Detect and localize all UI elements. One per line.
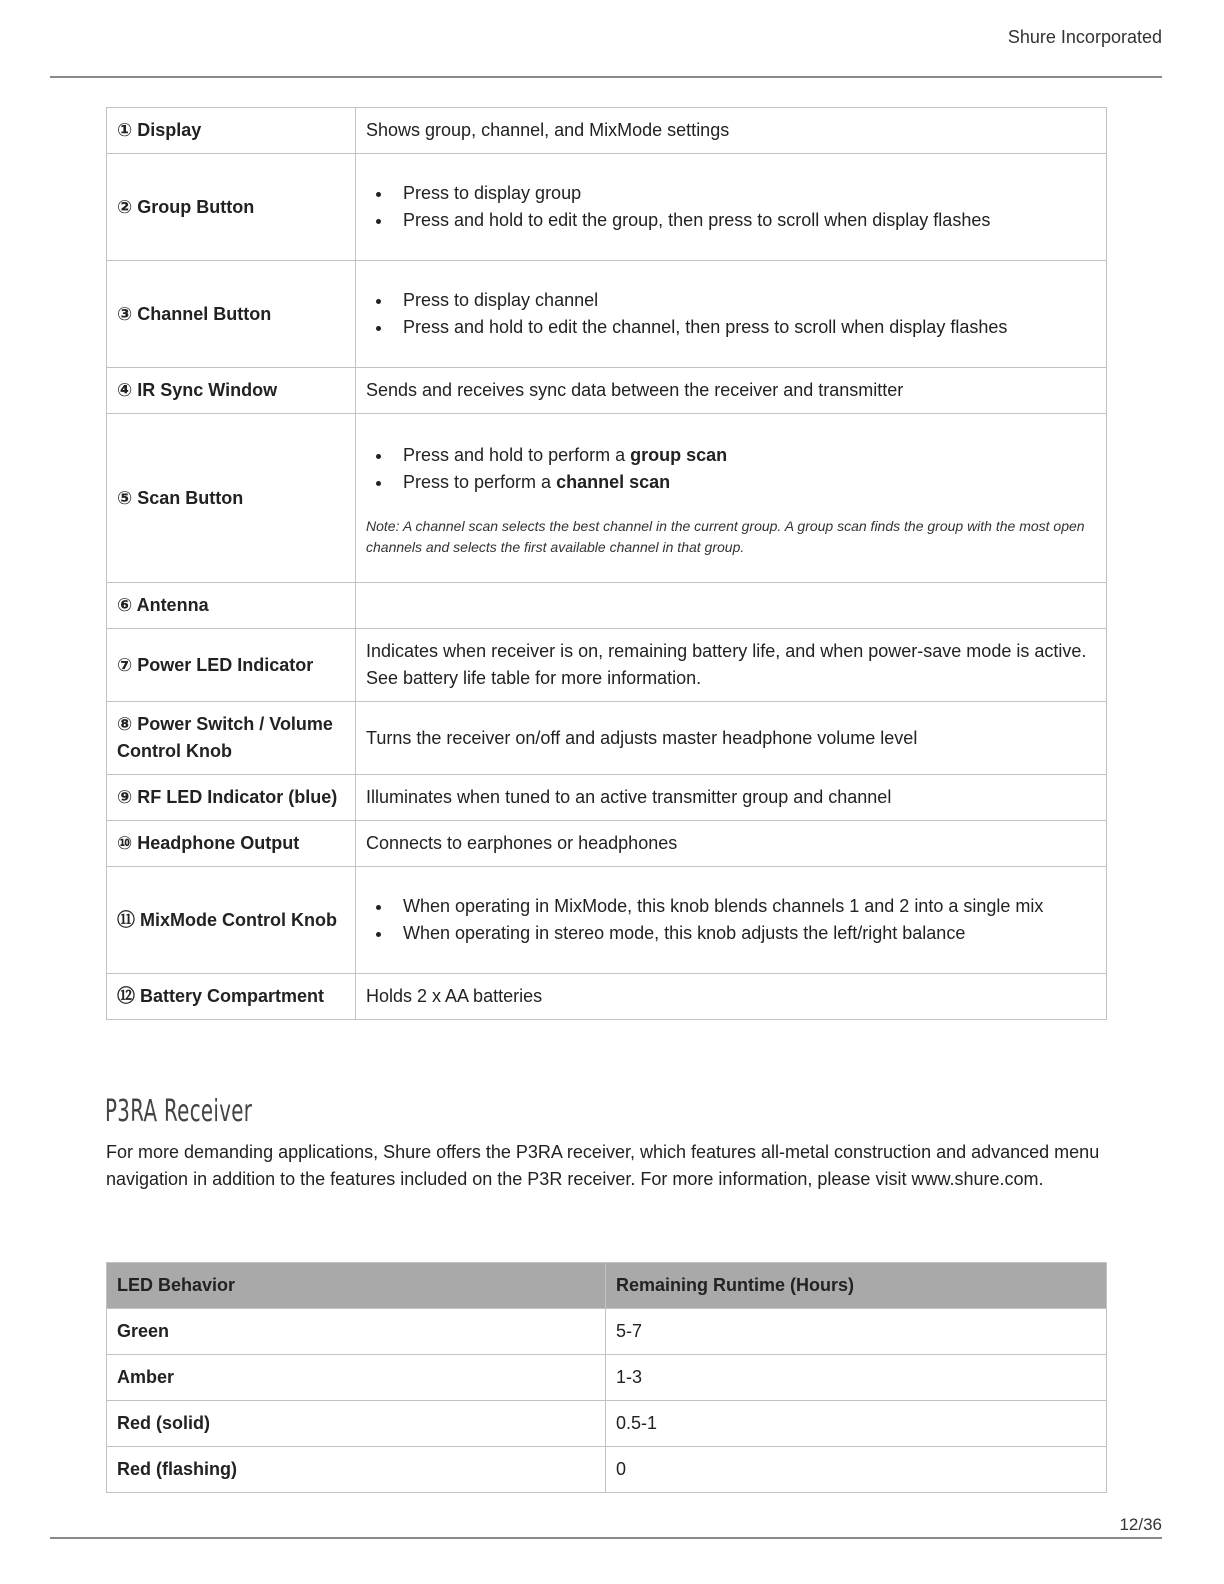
bullet-item <box>393 442 1096 469</box>
component-description: Sends and receives sync data between the receiver and transmitter <box>356 368 1107 414</box>
column-header: Remaining Runtime (Hours) <box>606 1263 1107 1309</box>
table-row <box>107 1355 1107 1401</box>
table-row <box>107 1309 1107 1355</box>
table-row <box>107 368 1107 414</box>
component-description <box>356 261 1107 368</box>
table-row <box>107 414 1107 583</box>
component-description: Indicates when receiver is on, remaining battery life, and when power-save mode is active. See battery life table for more information. <box>356 629 1107 702</box>
component-label: ① Display <box>107 108 356 154</box>
section-title: P3RA Receiver <box>105 1094 253 1129</box>
table-row <box>107 261 1107 368</box>
component-label: ⑦ Power LED Indicator <box>107 629 356 702</box>
bullet-list <box>366 893 1096 947</box>
section-body: For more demanding applications, Shure offers the P3RA receiver, which features all-metal construction and advanced menu navigation in addition to the features included on the P3R receiver. For more information, please visit www.shure.com. <box>106 1142 1100 1189</box>
component-description: Holds 2 x AA batteries <box>356 974 1107 1020</box>
component-description <box>356 867 1107 974</box>
bullet-item: • Press to display channel <box>393 287 1096 314</box>
table-row <box>107 1401 1107 1447</box>
bullet-item: • Press to display group <box>393 180 1096 207</box>
component-description <box>356 414 1107 583</box>
runtime-value: 5-7 <box>606 1309 1107 1355</box>
page-number: 12/36 <box>1119 1515 1162 1534</box>
led-behavior: Red (flashing) <box>107 1447 606 1493</box>
bullet-list <box>366 442 1096 496</box>
component-label: ⑥ Antenna <box>107 583 356 629</box>
table-row <box>107 974 1107 1020</box>
component-label: ⑪ MixMode Control Knob <box>107 867 356 974</box>
bullet-emphasis: channel scan <box>556 472 671 492</box>
runtime-value: 0.5-1 <box>606 1401 1107 1447</box>
bullet-item: • When operating in stereo mode, this knob adjusts the left/right balance <box>393 920 1096 947</box>
component-label: ⑧ Power Switch / Volume Control Knob <box>107 702 356 775</box>
bullet-item: • Press and hold to edit the channel, then press to scroll when display flashes <box>393 314 1096 341</box>
component-label: ⑨ RF LED Indicator (blue) <box>107 775 356 821</box>
bullet-text: Press and hold to perform a <box>403 445 631 465</box>
component-description <box>356 154 1107 261</box>
bullet-item <box>393 469 1096 496</box>
led-behavior: Green <box>107 1309 606 1355</box>
led-behavior: Red (solid) <box>107 1401 606 1447</box>
footer-rule <box>50 1537 1162 1539</box>
bullet-list <box>366 287 1096 341</box>
component-label: ⑫ Battery Compartment <box>107 974 356 1020</box>
components-table <box>106 107 1107 1020</box>
column-header: LED Behavior <box>107 1263 606 1309</box>
led-runtime-table <box>106 1262 1107 1493</box>
component-label: ③ Channel Button <box>107 261 356 368</box>
led-behavior: Amber <box>107 1355 606 1401</box>
component-description: Connects to earphones or headphones <box>356 821 1107 867</box>
table-row <box>107 821 1107 867</box>
runtime-value: 1-3 <box>606 1355 1107 1401</box>
component-description: Turns the receiver on/off and adjusts master headphone volume level <box>356 702 1107 775</box>
component-description: Illuminates when tuned to an active transmitter group and channel <box>356 775 1107 821</box>
component-label: ⑩ Headphone Output <box>107 821 356 867</box>
scan-note: Note: A channel scan selects the best channel in the current group. A group scan finds the group with the most open channels and selects the first available channel in that group. <box>366 518 1085 555</box>
component-label: ④ IR Sync Window <box>107 368 356 414</box>
component-description: Shows group, channel, and MixMode settings <box>356 108 1107 154</box>
runtime-value: 0 <box>606 1447 1107 1493</box>
table-row <box>107 629 1107 702</box>
table-header-row <box>107 1263 1107 1309</box>
table-row <box>107 108 1107 154</box>
bullet-emphasis: group scan <box>630 445 728 465</box>
bullet-item: • When operating in MixMode, this knob blends channels 1 and 2 into a single mix <box>393 893 1096 920</box>
table-row <box>107 867 1107 974</box>
bullet-item: • Press and hold to edit the group, then press to scroll when display flashes <box>393 207 1096 234</box>
table-row <box>107 702 1107 775</box>
bullet-text: Press to perform a <box>403 472 557 492</box>
header-company: Shure Incorporated <box>1007 27 1162 47</box>
component-label: ⑤ Scan Button <box>107 414 356 583</box>
table-row <box>107 154 1107 261</box>
header-rule <box>50 76 1162 78</box>
table-row <box>107 1447 1107 1493</box>
table-row <box>107 775 1107 821</box>
component-label: ② Group Button <box>107 154 356 261</box>
component-description <box>356 583 1107 629</box>
bullet-list <box>366 180 1096 234</box>
table-row <box>107 583 1107 629</box>
